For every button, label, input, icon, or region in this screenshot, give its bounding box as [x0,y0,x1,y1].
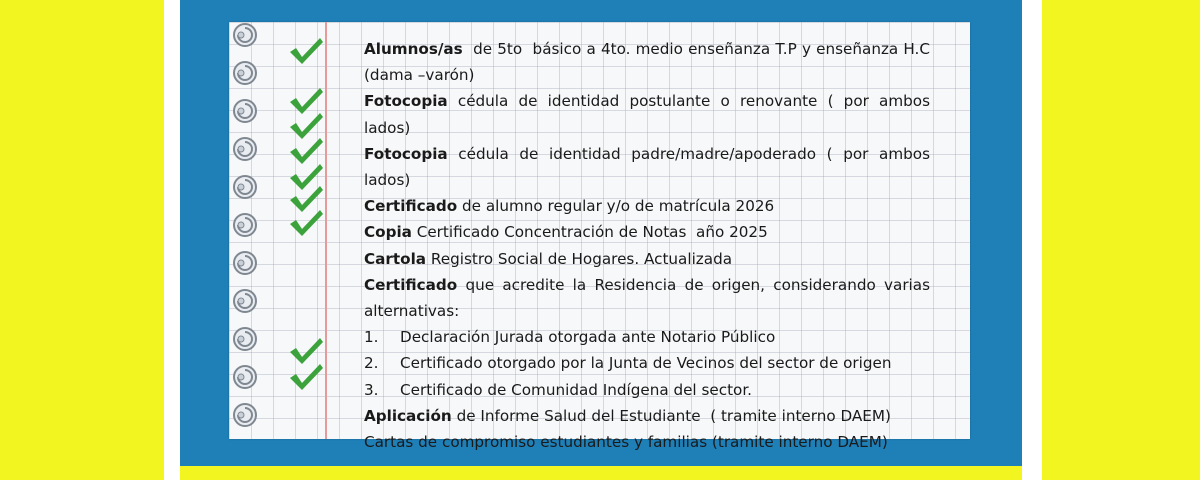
requirement-item [364,88,930,140]
requirement-text: Registro Social de Hogares. Actualizada [426,249,733,268]
requirement-item [364,36,935,88]
notebook-paper [229,22,970,452]
requirement-item [364,403,930,429]
option-item [364,350,930,376]
right-white-strip [1022,0,1042,480]
requirement-keyword: Copia [364,223,412,242]
checkmark-icon [287,36,325,66]
requirement-text: de 5to básico a 4to. medio enseñanza T.P y enseñanza H.C (dama –varón) [364,40,935,85]
requirement-item [364,272,930,324]
requirement-text: Cartas de compromiso estudiantes y familias (tramite interno DAEM) [364,433,888,452]
requirement-text: de Informe Salud del Estudiante ( tramite interno DAEM) [451,406,891,425]
requirement-item [364,193,930,219]
requirement-text: que acredite la Residencia de origen, considerando varias alternativas: [364,275,930,321]
option-number: 1. [364,328,379,347]
option-text: Certificado otorgado por la Junta de Vecinos del sector de origen [400,354,892,373]
requirement-keyword: Fotocopia [364,92,448,111]
requirement-text: Certificado Concentración de Notas año 2025 [411,223,768,242]
requirements-list [364,36,935,455]
left-white-strip [164,0,180,480]
option-item [364,377,930,403]
requirement-item [364,219,930,245]
requirement-item [364,429,930,455]
requirement-keyword: Cartola [364,249,427,268]
checkmark-column [229,22,349,439]
requirement-item [364,246,930,272]
requirement-text: de alumno regular y/o de matrícula 2026 [457,197,775,216]
checkmark-icon [287,362,325,392]
requirement-text: cédula de identidad postulante o renovante ( por ambos lados) [364,92,930,137]
option-text: Declaración Jurada otorgada ante Notario Público [400,328,776,347]
option-number: 2. [364,354,379,373]
option-text: Certificado de Comunidad Indígena del sector. [400,380,753,399]
requirement-keyword: Certificado [364,275,458,294]
requirement-item [364,141,930,193]
bottom-yellow-band [180,466,1022,480]
option-number: 3. [364,380,379,399]
requirement-keyword: Certificado [364,197,458,216]
checkmark-icon [287,208,325,238]
option-item [364,324,930,350]
requirement-keyword: Fotocopia [364,144,448,163]
requirement-keyword: Alumnos/as [364,40,463,58]
requirement-text: cédula de identidad padre/madre/apoderado ( por ambos lados) [364,144,930,190]
requirement-keyword: Aplicación [364,406,452,425]
